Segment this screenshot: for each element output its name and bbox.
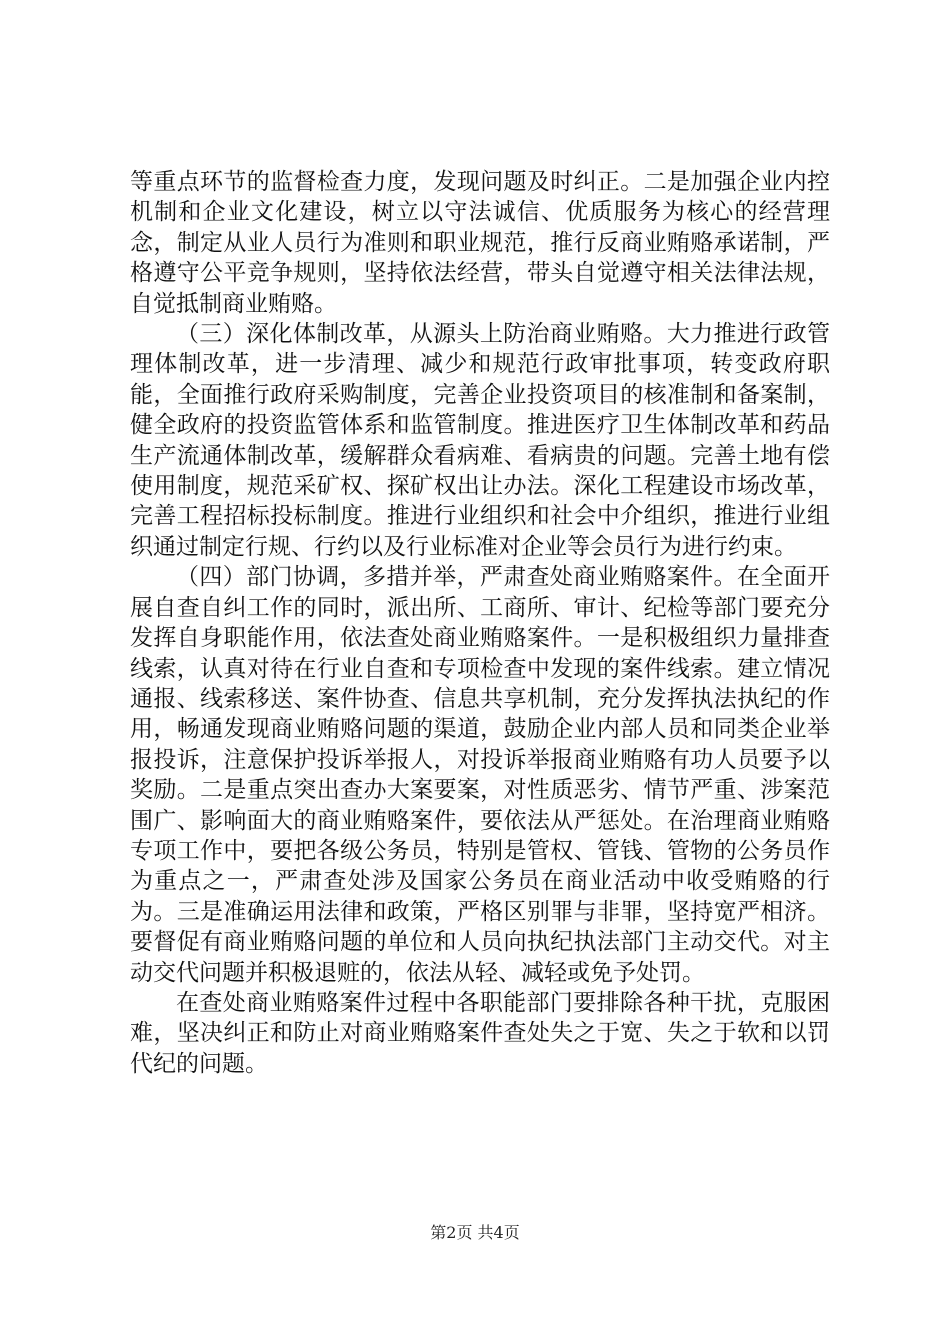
paragraph-3: （四）部门协调，多措并举，严肃查处商业贿赂案件。在全面开展自查自纠工作的同时，派出所、工商所、审计、纪检等部门要充分发挥自身职能作用，依法查处商业贿赂案件。一是积极组织力量排查线索，认真对待在行业自查和专项检查中发现的案件线索。建立情况通报、线索移送、案件协查、信息共享机制，充分发挥执法执纪的作用，畅通发现商业贿赂问题的渠道，鼓励企业内部人员和同类企业举报投诉，注意保护投诉举报人，对投诉举报商业贿赂有功人员要予以奖励。二是重点突出查办大案要案，对性质恶劣、情节严重、涉案范围广、影响面大的商业贿赂案件，要依法从严惩处。在治理商业贿赂专项工作中，要把各级公务员，特别是管权、管钱、管物的公务员作为重点之一，严肃查处涉及国家公务员在商业活动中收受贿赂的行为。三是准确运用法律和政策，严格区别罪与非罪，坚持宽严相济。要督促有商业贿赂问题的单位和人员向执纪执法部门主动交代。对主动交代问题并积极退赃的，依法从轻、减轻或免予处罚。 <box>130 564 830 986</box>
paragraph-1: 等重点环节的监督检查力度，发现问题及时纠正。二是加强企业内控机制和企业文化建设，树立以守法诚信、优质服务为核心的经营理念，制定从业人员行为准则和职业规范，推行反商业贿赂承诺制，严格遵守公平竞争规则，坚持依法经营，带头自觉遵守相关法律法规，自觉抵制商业贿赂。 <box>130 169 830 317</box>
paragraph-4: 在查处商业贿赂案件过程中各职能部门要排除各种干扰，克服困难，坚决纠正和防止对商业贿赂案件查处失之于宽、失之于软和以罚代纪的问题。 <box>130 989 830 1077</box>
page-footer: 第2页 共4页 <box>430 1223 520 1242</box>
paragraph-2: （三）深化体制改革，从源头上防治商业贿赂。大力推进行政管理体制改革，进一步清理、减少和规范行政审批事项，转变政府职能，全面推行政府采购制度，完善企业投资项目的核准制和备案制，健全政府的投资监管体系和监管制度。推进医疗卫生体制改革和药品生产流通体制改革，缓解群众看病难、看病贵的问题。完善土地有偿使用制度，规范采矿权、探矿权出让办法。深化工程建设市场改革，完善工程招标投标制度。推进行业组织和社会中介组织，推进行业组织通过制定行规、行约以及行业标准对企业等会员行为进行约束。 <box>130 321 830 560</box>
document-body <box>130 167 830 1079</box>
